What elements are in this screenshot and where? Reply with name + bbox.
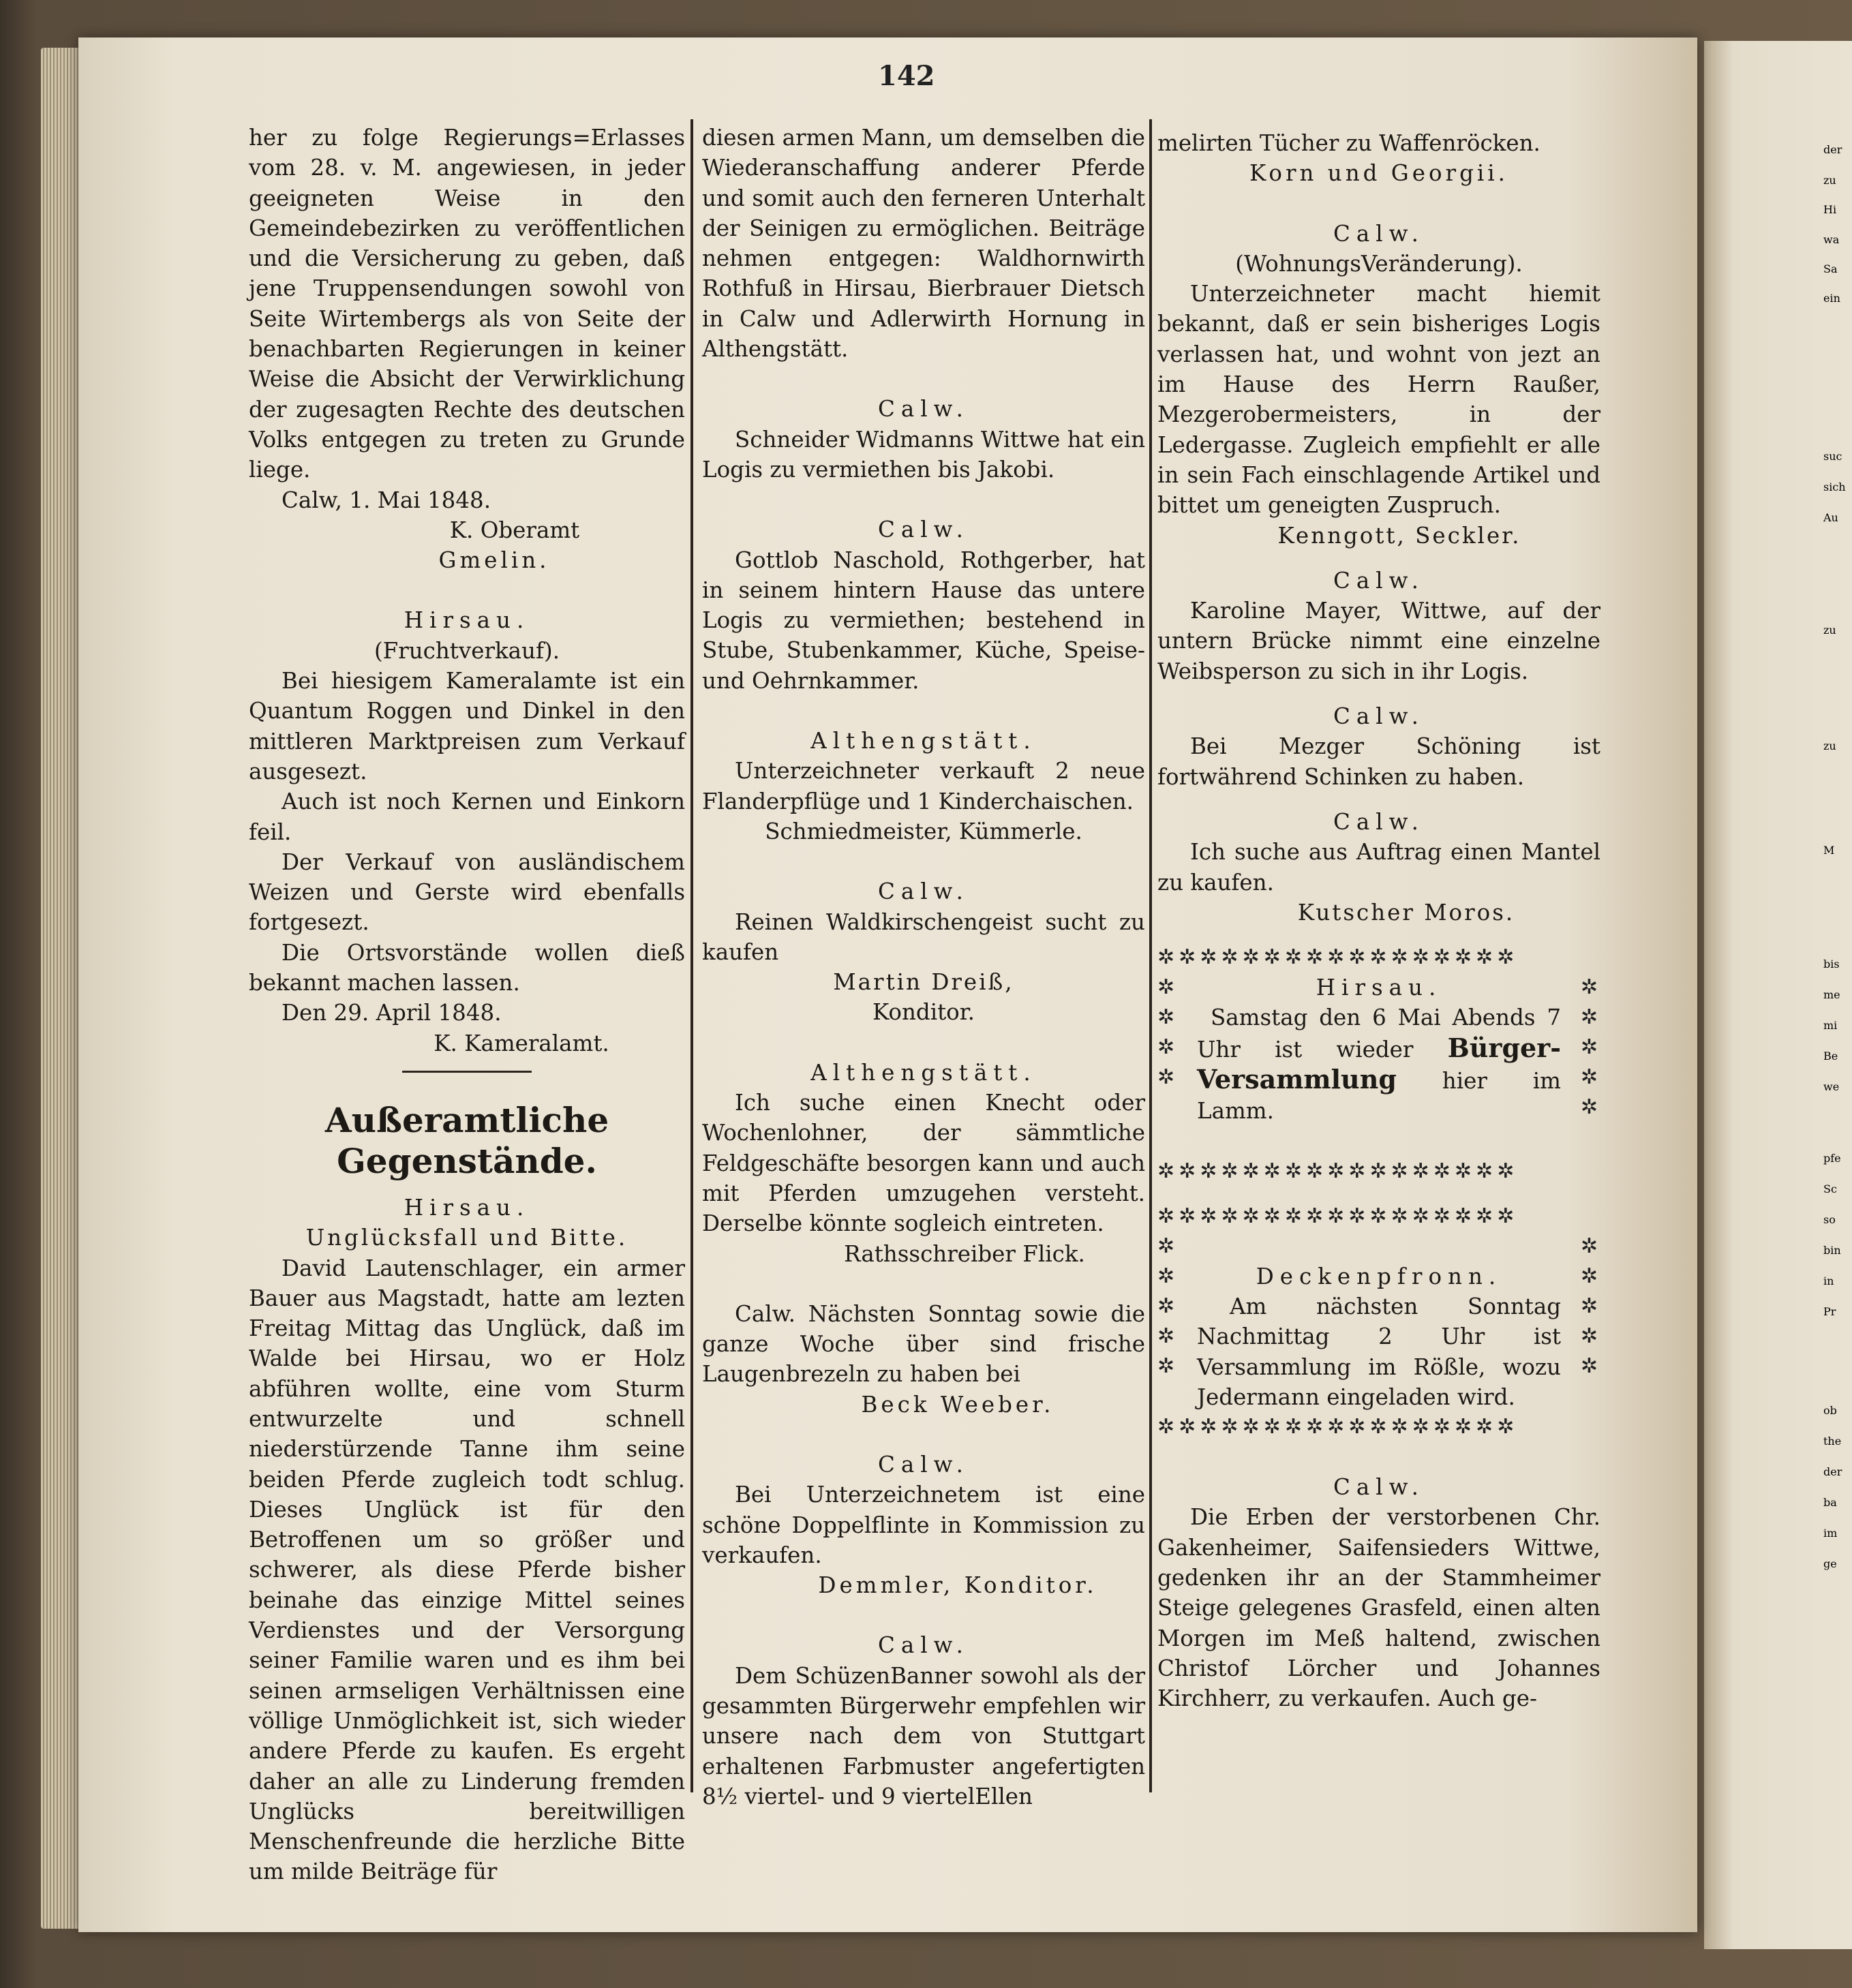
place-heading: Calw. [878, 396, 969, 423]
ornament-star-icon: ✲ [1580, 1035, 1598, 1060]
signature: Konditor. [872, 999, 975, 1026]
bordered-announcement [1157, 1202, 1600, 1442]
fragment: bis [1823, 958, 1840, 970]
fragment: ba [1823, 1496, 1837, 1509]
section-title: Außeramtliche Gegenstände. [324, 1099, 609, 1181]
notice-text: Bei hiesigem Kameralamte ist ein Quantum Roggen und Dinkel in den mittleren Marktpreisen zum Verkauf ausgesezt. [249, 668, 685, 784]
ornament-star-icon: ✲ [1580, 1065, 1598, 1090]
fragment: zu [1823, 174, 1836, 187]
notice-text: Dem SchüzenBanner sowohl als der gesammten Bürgerwehr empfehlen wir unsere nach dem von Stuttgart erhaltenen Farbmuster angefertigten 8½ viertel- und 9 viertelEllen [702, 1662, 1145, 1809]
fragment: der [1823, 143, 1842, 156]
place-heading: Calw. [878, 1451, 969, 1478]
notice-text: melirten Tücher zu Waffenröcken. [1157, 130, 1540, 156]
ornament-star-icon: ✲ [1157, 1234, 1175, 1258]
ornament-star-icon: ✲ [1580, 1095, 1598, 1120]
notice-text: Unterzeichneter macht hiemit bekannt, daß er sein bisheriges Logis verlassen hat, und wohnt von jezt an im Hause des Herrn Raußer, Mezgerobermeisters, in der Ledergasse. Zugleich empfiehlt er alle in sein Fach einschlagende Artikel und bittet um geneigten Zuspruch. [1157, 281, 1600, 519]
place-heading: Calw. [1333, 220, 1425, 247]
column-right [1157, 128, 1600, 1713]
notice-text: Der Verkauf von ausländischem Weizen und Gerste wird ebenfalls fortgesezt. [249, 848, 685, 936]
notice-text: David Lautenschlager, ein armer Bauer aus Magstadt, hatte am lezten Freitag Mittag das Unglück, daß im Walde bei Hirsau, wo er Holz abführen wollte, eine vom Sturm entwurzelte und schnell niederstürzende Tanne ihm seine beiden Pferde zugleich todt schlug. Dieses Unglück ist für den Betroffenen um so größer und schwerer, als diese Pferde bisher beinahe das einzige Mittel seines Verdienstes und der Versorgung seiner Familie waren und es ihm bei seinen armseligen Verhältnissen eine völlige Unmöglichkeit ist, sich wieder andere Pferde zu kaufen. Es ergeht daher an alle zu Linderung fremden Unglücks bereitwilligen Menschenfreunde die herzliche Bitte um milde Beiträge für [249, 1255, 685, 1885]
notice-subtitle: (WohnungsVeränderung). [1235, 250, 1523, 277]
ornament-star-icon: ✲ [1157, 975, 1175, 1000]
fragment: zu [1823, 739, 1836, 752]
place-heading: Calw. [1333, 1474, 1425, 1501]
ornament-star-icon: ✲ [1157, 1294, 1175, 1318]
ornament-star-icon: ✲ [1157, 1065, 1175, 1090]
fragment: suc [1823, 450, 1842, 463]
column-middle [702, 123, 1145, 1811]
ornament-star-icon: ✲ [1580, 1354, 1598, 1378]
signature: Beck Weeber. [861, 1391, 1054, 1418]
ornament-border-bottom: ✲✲✲✲✲✲✲✲✲✲✲✲✲✲✲✲✲ [1157, 1159, 1519, 1183]
notice-text: Ich suche einen Knecht oder Wochenlohner, der sämmtliche Feldgeschäfte besorgen kann und auch mit Pferden umzugehen versteht. Derselbe könnte sogleich eintreten. [702, 1090, 1145, 1237]
ornament-star-icon: ✲ [1157, 1324, 1175, 1348]
notice-text [1197, 1003, 1561, 1126]
place-heading: Calw. [878, 517, 969, 543]
place-heading: Hirsau. [1316, 975, 1442, 1001]
notice-text: Auch ist noch Kernen und Einkorn feil. [249, 789, 685, 845]
notice-date: Den 29. April 1848. [282, 1000, 502, 1026]
notice-subtitle: (Fruchtverkauf). [374, 637, 560, 664]
notice-text: her zu folge Regierungs=Erlasses vom 28. v. M. angewiesen, in jeder geeigneten Weise in den Gemeindebezirken zu veröffentlichen und die Versicherung zu geben, daß jene Truppensendungen sowohl von Seite Wirtembergs als von Seite der benachbarten Regierungen in keiner Weise die Absicht der Verwirklichung der zugesagten Rechte des deutschen Volks entgegen zu treten zu Grunde liege. [249, 125, 685, 483]
ornament-border-top: ✲✲✲✲✲✲✲✲✲✲✲✲✲✲✲✲✲ [1157, 1204, 1519, 1228]
fragment: ob [1823, 1404, 1837, 1417]
fragment: der [1823, 1465, 1842, 1478]
notice-text: Die Ortsvorstände wollen dieß bekannt machen lassen. [249, 939, 685, 996]
place-heading: Deckenpfronn. [1256, 1263, 1502, 1289]
ornament-star-icon: ✲ [1580, 1005, 1598, 1030]
signature: Kutscher Moros. [1297, 899, 1515, 926]
notice-subtitle: Unglücksfall und Bitte. [305, 1225, 628, 1251]
notice-text: Reinen Waldkirschengeist sucht zu kaufen [702, 908, 1145, 965]
fragment: Sc [1823, 1182, 1837, 1195]
fragment: M [1823, 844, 1835, 857]
ornament-star-icon: ✲ [1580, 1264, 1598, 1288]
notice-text: Bei Unterzeichnetem ist eine schöne Doppelflinte in Kommission zu verkaufen. [702, 1482, 1145, 1568]
notice-text: Calw. Nächsten Sonntag sowie die ganze Woche über sind frische Laugenbrezeln zu haben bei [702, 1300, 1145, 1388]
ornament-star-icon: ✲ [1157, 1354, 1175, 1378]
signature: Demmler, Konditor. [818, 1572, 1097, 1599]
ornament-border-top: ✲✲✲✲✲✲✲✲✲✲✲✲✲✲✲✲✲ [1157, 945, 1519, 970]
ornament-star-icon: ✲ [1580, 975, 1598, 1000]
notice-text: Schneider Widmanns Wittwe hat ein Logis zu vermiethen bis Jakobi. [702, 426, 1145, 483]
fragment: Au [1823, 511, 1838, 524]
place-heading: Calw. [1333, 808, 1425, 835]
ornament-star-icon: ✲ [1580, 1234, 1598, 1258]
signature: Korn und Georgii. [1249, 160, 1508, 187]
notice-text-part: hier im Lamm. [1197, 1068, 1561, 1125]
place-heading: Calw. [1333, 567, 1425, 594]
fragment: bin [1823, 1244, 1841, 1257]
place-heading: Althengstätt. [810, 728, 1037, 754]
place-heading: Hirsau. [404, 1194, 530, 1221]
fragment: ein [1823, 292, 1840, 305]
notice-text: Gottlob Naschold, Rothgerber, hat in seinem hintern Hause das untere Logis zu vermiethen; bestehend in Stube, Stubenkammer, Küche, Speise- und Oehrnkammer. [702, 547, 1145, 694]
fragment: we [1823, 1080, 1840, 1093]
fragment: pfe [1823, 1152, 1841, 1165]
fragment: zu [1823, 624, 1836, 637]
signature: Kenngott, Seckler. [1277, 522, 1521, 549]
fragment: Pr [1823, 1305, 1836, 1318]
column-divider [1149, 119, 1152, 1792]
fragment: Be [1823, 1050, 1838, 1062]
fragment: wa [1823, 233, 1840, 246]
ornament-star-icon: ✲ [1157, 1035, 1175, 1060]
ornament-star-icon: ✲ [1580, 1324, 1598, 1348]
column-divider [690, 119, 693, 1792]
place-heading: Calw. [878, 878, 969, 905]
section-rule [402, 1071, 532, 1073]
highlight-text: Bürger-Versammlung [1197, 1032, 1561, 1095]
notice-text: Bei Mezger Schöning ist fortwährend Schinken zu haben. [1157, 733, 1600, 790]
fragment: me [1823, 988, 1840, 1001]
fragment: sich [1823, 480, 1846, 493]
signature: K. Oberamt [449, 517, 580, 543]
notice-text: Ich suche aus Auftrag einen Mantel zu kaufen. [1157, 839, 1600, 896]
notice-text: Am nächsten Sonntag Nachmittag 2 Uhr ist Versammlung im Rößle, wozu Jedermann eingeladen wird. [1197, 1293, 1561, 1410]
fragment: so [1823, 1213, 1836, 1226]
fragment: in [1823, 1274, 1834, 1287]
signature: Martin Dreiß, [833, 969, 1014, 996]
place-heading: Althengstätt. [810, 1059, 1037, 1086]
column-left [249, 123, 685, 1887]
bordered-announcement [1157, 943, 1600, 1186]
signature: K. Kameralamt. [434, 1030, 609, 1056]
fragment: ge [1823, 1557, 1837, 1570]
place-heading: Hirsau. [404, 607, 530, 634]
page-number: 142 [878, 60, 935, 92]
ornament-border-bottom: ✲✲✲✲✲✲✲✲✲✲✲✲✲✲✲✲✲ [1157, 1415, 1519, 1439]
signature: Schmiedmeister, Kümmerle. [765, 818, 1082, 844]
fragment: im [1823, 1527, 1838, 1540]
ornament-star-icon: ✲ [1580, 1294, 1598, 1318]
fragment: the [1823, 1435, 1842, 1448]
place-heading: Calw. [878, 1632, 969, 1659]
signature: Gmelin. [438, 547, 550, 574]
signature: Rathsschreiber Flick. [844, 1240, 1085, 1267]
notice-text-part: Samstag den 6 Mai Abends 7 Uhr ist wieder [1197, 1005, 1561, 1062]
ornament-star-icon: ✲ [1157, 1005, 1175, 1030]
notice-text: diesen armen Mann, um demselben die Wiederanschaffung anderer Pferde und somit auch den ferneren Unterhalt der Seinigen zu ermöglichen. Beiträge nehmen entgegen: Waldhornwirth Rothfuß in Hirsau, Bierbrauer Dietsch in Calw und Adlerwirth Hornung in Althengstätt. [702, 125, 1145, 363]
ornament-star-icon: ✲ [1157, 1264, 1175, 1288]
notice-date: Calw, 1. Mai 1848. [282, 487, 491, 513]
fragment: mi [1823, 1019, 1838, 1032]
notice-text: Die Erben der verstorbenen Chr. Gakenheimer, Saifensieders Wittwe, gedenken ihr an der Stammheimer Steige gelegenes Grasfeld, einen alten Morgen im Meß haltend, zwischen Christof Lörcher und Johannes Kirchherr, zu verkaufen. Auch ge- [1157, 1504, 1600, 1712]
notice-text: Karoline Mayer, Wittwe, auf der untern Brücke nimmt eine einzelne Weibsperson zu sich in ihr Logis. [1157, 598, 1600, 684]
place-heading: Calw. [1333, 703, 1425, 730]
fragment: Sa [1823, 262, 1838, 275]
notice-text: Unterzeichneter verkauft 2 neue Flanderpflüge und 1 Kinderchaischen. [702, 758, 1145, 814]
fragment: Hi [1823, 203, 1837, 216]
